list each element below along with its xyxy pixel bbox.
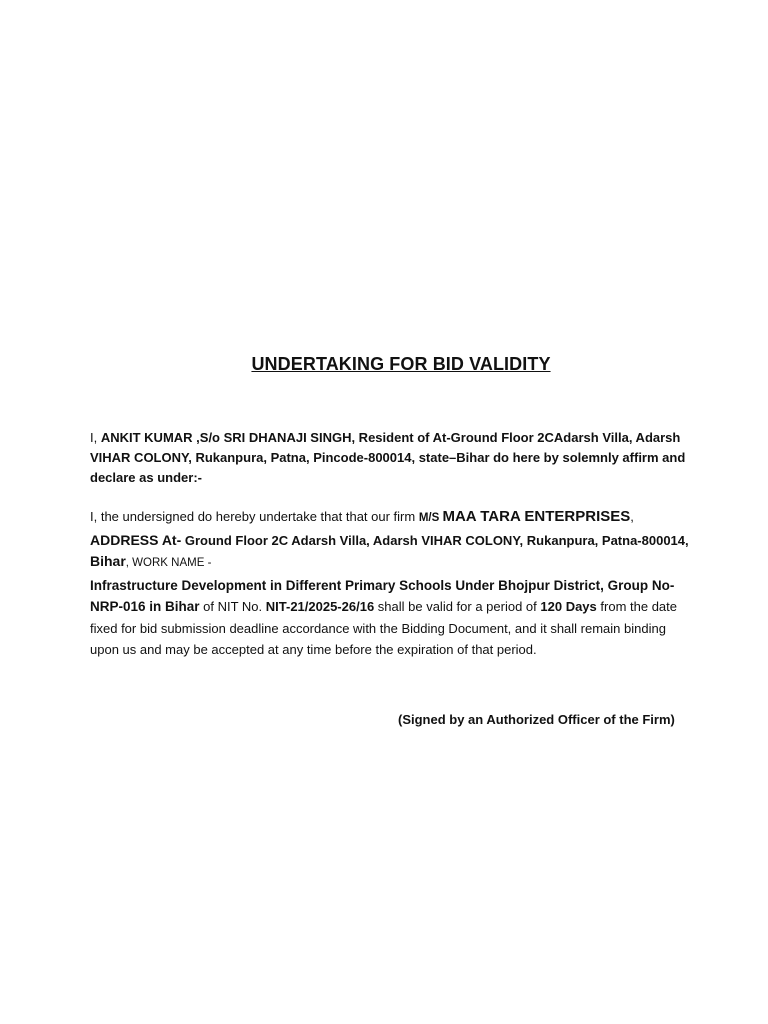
declarant-details: ANKIT KUMAR ,S/o SRI DHANAJI SINGH, Resident of At-Ground Floor 2CAdarsh Villa, Adarsh xyxy=(100,430,681,445)
declaration-line-2: VIHAR COLONY, Rukanpura, Patna, Pincode-800014, state–Bihar do here by solemnly affirm and xyxy=(90,450,686,465)
nit-number: NIT-21/2025-26/16 xyxy=(265,599,375,614)
of-nit-text: of NIT No. xyxy=(199,599,266,614)
undertaking-line-7: upon us and may be accepted at any time before the expiration of that period. xyxy=(90,642,537,657)
address-label: ADDRESS At- xyxy=(90,531,182,548)
undertaking-paragraph xyxy=(90,506,712,661)
undertaking-intro: I, the undersigned do hereby undertake that that our firm xyxy=(90,509,419,524)
validity-text: shall be valid for a period of xyxy=(374,599,541,614)
document-title: UNDERTAKING FOR BID VALIDITY xyxy=(251,354,551,374)
declaration-line-3: declare as under:- xyxy=(90,470,202,485)
undertaking-line-1 xyxy=(90,506,712,530)
signature-note: (Signed by an Authorized Officer of the Firm) xyxy=(398,712,675,727)
declaration-i: I, xyxy=(90,430,101,445)
work-name-label: , WORK NAME - xyxy=(125,557,212,569)
group-number: NRP-016 in Bihar xyxy=(90,599,200,614)
from-date-text: from the date xyxy=(596,599,677,614)
firm-name: MAA TARA ENTERPRISES xyxy=(442,508,631,525)
undertaking-line-5 xyxy=(90,596,712,618)
undertaking-line-2 xyxy=(90,530,712,552)
undertaking-line-4 xyxy=(90,575,712,597)
validity-days: 120 Days xyxy=(540,599,597,614)
declaration-line-1 xyxy=(90,428,712,448)
ms-prefix: M/S xyxy=(418,512,443,524)
undertaking-line-3 xyxy=(90,551,712,575)
undertaking-line-6: fixed for bid submission deadline accordance with the Bidding Document, and it shall remain binding xyxy=(90,620,666,636)
firm-state: Bihar xyxy=(90,553,126,569)
firm-address: Ground Floor 2C Adarsh Villa, Adarsh VIHAR COLONY, Rukanpura, Patna-800014, xyxy=(181,532,689,548)
declaration-paragraph xyxy=(90,428,712,488)
comma: , xyxy=(630,509,634,524)
work-name: Infrastructure Development in Different Primary Schools Under Bhojpur District, Group No- xyxy=(90,577,675,593)
